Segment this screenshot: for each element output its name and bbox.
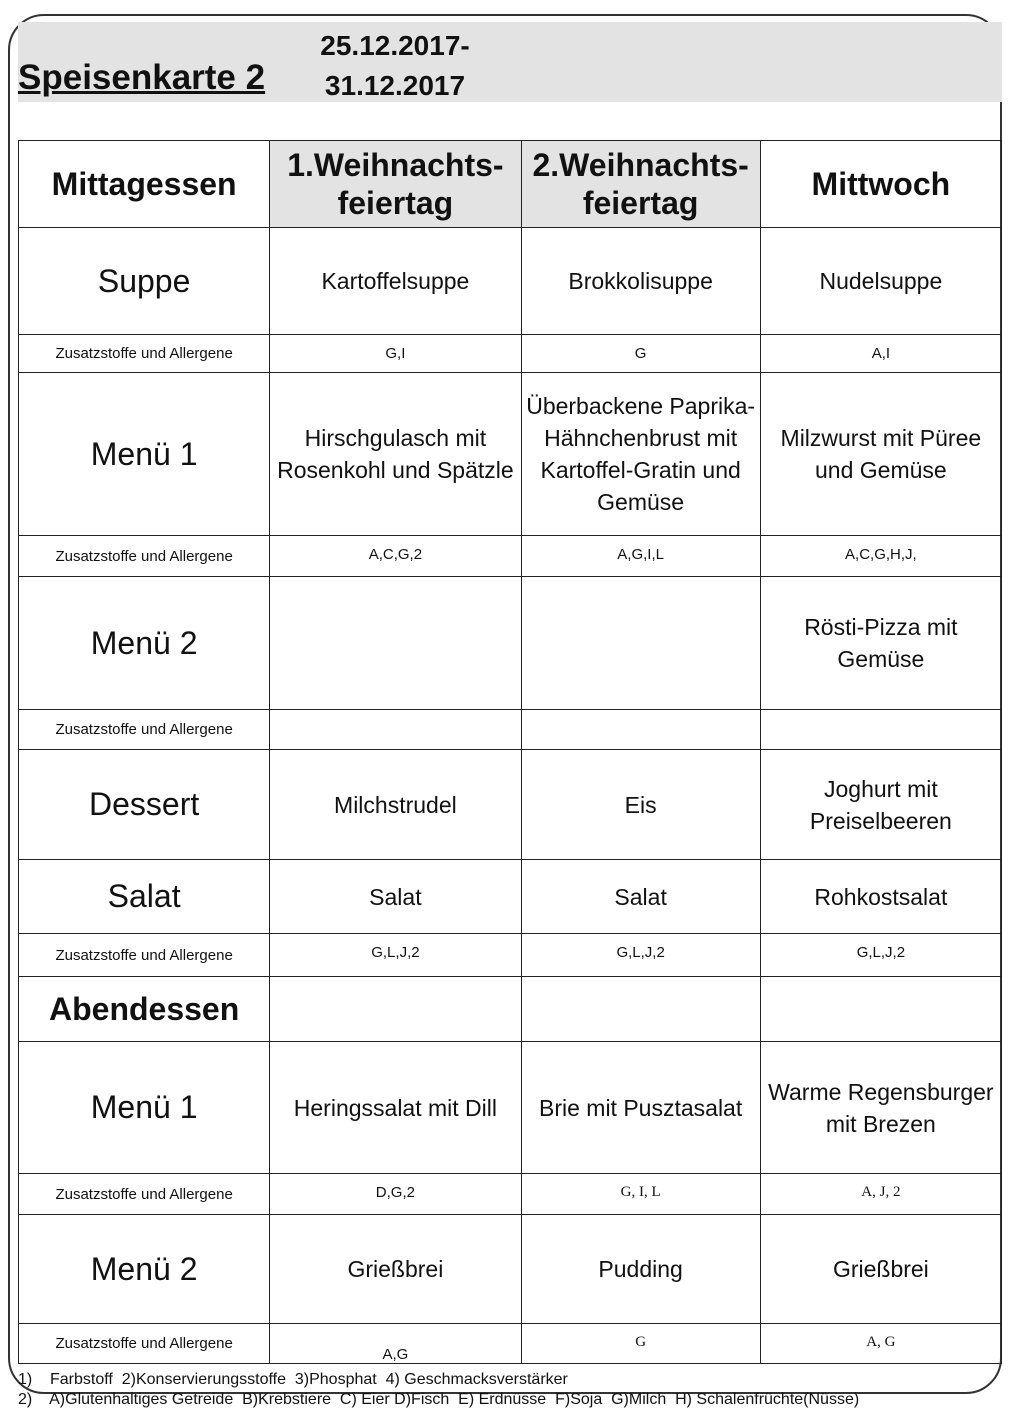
dish-cell: Nudelsuppe bbox=[760, 228, 1001, 335]
empty-cell bbox=[521, 977, 760, 1042]
row-label: Dessert bbox=[19, 750, 270, 860]
dish-cell bbox=[521, 577, 760, 710]
allergen-row bbox=[19, 710, 1002, 750]
dish-cell: Milzwurst mit Püree und Gemüse bbox=[760, 373, 1001, 536]
footer-allergens: 2) A)Glutenhaltiges Getreide B)Krebstiere C) Eier D)Fisch E) Erdnüsse F)Soja G)Milch H) Schalenfrüchte(Nüsse) bbox=[18, 1391, 860, 1408]
dish-cell: Rösti-Pizza mit Gemüse bbox=[760, 577, 1001, 710]
dish-cell: Salat bbox=[270, 860, 521, 934]
allergen-code: A,G,I,L bbox=[521, 536, 760, 577]
dish-cell: Hirschgulasch mit Rosenkohl und Spätzle bbox=[270, 373, 521, 536]
footer-legend bbox=[18, 1370, 859, 1410]
header-row bbox=[19, 141, 1002, 228]
column-day3: Mittwoch bbox=[760, 141, 1001, 228]
dish-cell: Joghurt mit Preiselbeeren bbox=[760, 750, 1001, 860]
dish-cell: Salat bbox=[521, 860, 760, 934]
dish-cell: Brokkolisuppe bbox=[521, 228, 760, 335]
allergen-code: G,I bbox=[270, 335, 521, 373]
allergen-code: A, J, 2 bbox=[760, 1174, 1001, 1215]
allergen-code: G bbox=[521, 335, 760, 373]
allergen-code bbox=[521, 710, 760, 750]
dish-cell: Warme Regensburger mit Brezen bbox=[760, 1042, 1001, 1174]
row-label: Menü 1 bbox=[19, 373, 270, 536]
dish-cell: Brie mit Pusztasalat bbox=[521, 1042, 760, 1174]
allergen-label: Zusatzstoffe und Allergene bbox=[19, 536, 270, 577]
allergen-code: A, G bbox=[760, 1324, 1001, 1364]
allergen-label: Zusatzstoffe und Allergene bbox=[19, 934, 270, 977]
allergen-code: D,G,2 bbox=[270, 1174, 521, 1215]
table-row bbox=[19, 577, 1002, 710]
dish-cell: Kartoffelsuppe bbox=[270, 228, 521, 335]
allergen-code: A,C,G,2 bbox=[270, 536, 521, 577]
section-dinner-label: Abendessen bbox=[19, 977, 270, 1042]
table-row bbox=[19, 750, 1002, 860]
table-row bbox=[19, 1215, 1002, 1324]
allergen-code bbox=[760, 710, 1001, 750]
date-range bbox=[300, 26, 490, 106]
allergen-row bbox=[19, 335, 1002, 373]
allergen-code: G,L,J,2 bbox=[521, 934, 760, 977]
table-row bbox=[19, 860, 1002, 934]
dish-cell: Eis bbox=[521, 750, 760, 860]
allergen-label: Zusatzstoffe und Allergene bbox=[19, 710, 270, 750]
dish-cell: Grießbrei bbox=[760, 1215, 1001, 1324]
empty-cell bbox=[270, 977, 521, 1042]
table-row bbox=[19, 1042, 1002, 1174]
dish-cell: Milchstrudel bbox=[270, 750, 521, 860]
dish-cell bbox=[270, 577, 521, 710]
table-row bbox=[19, 373, 1002, 536]
menu-table bbox=[18, 140, 1002, 1364]
footer-additives: 1) Farbstoff 2)Konservierungsstoffe 3)Phosphat 4) Geschmacksverstärker bbox=[18, 1371, 568, 1388]
allergen-code bbox=[270, 710, 521, 750]
row-label: Suppe bbox=[19, 228, 270, 335]
allergen-code: A,G bbox=[270, 1324, 521, 1364]
allergen-label: Zusatzstoffe und Allergene bbox=[19, 1324, 270, 1364]
dish-cell: Pudding bbox=[521, 1215, 760, 1324]
allergen-code: A,I bbox=[760, 335, 1001, 373]
allergen-code: A,C,G,H,J, bbox=[760, 536, 1001, 577]
allergen-code: G,L,J,2 bbox=[760, 934, 1001, 977]
allergen-label: Zusatzstoffe und Allergene bbox=[19, 335, 270, 373]
allergen-label: Zusatzstoffe und Allergene bbox=[19, 1174, 270, 1215]
row-label: Menü 2 bbox=[19, 1215, 270, 1324]
dinner-header-row bbox=[19, 977, 1002, 1042]
table-row bbox=[19, 228, 1002, 335]
allergen-code: G bbox=[521, 1324, 760, 1364]
date-start: 25.12.2017- bbox=[320, 30, 470, 61]
row-label: Salat bbox=[19, 860, 270, 934]
column-day2: 2.Weihnachts- feiertag bbox=[521, 141, 760, 228]
column-day1: 1.Weihnachts- feiertag bbox=[270, 141, 521, 228]
empty-cell bbox=[760, 977, 1001, 1042]
allergen-code: G,L,J,2 bbox=[270, 934, 521, 977]
section-lunch-label: Mittagessen bbox=[19, 141, 270, 228]
row-label: Menü 1 bbox=[19, 1042, 270, 1174]
date-end: 31.12.2017 bbox=[324, 70, 466, 101]
allergen-row bbox=[19, 536, 1002, 577]
row-label: Menü 2 bbox=[19, 577, 270, 710]
dish-cell: Überbackene Paprika-Hähnchenbrust mit Kartoffel-Gratin und Gemüse bbox=[521, 373, 760, 536]
allergen-row bbox=[19, 1174, 1002, 1215]
allergen-code: G, I, L bbox=[521, 1174, 760, 1215]
allergen-row bbox=[19, 934, 1002, 977]
dish-cell: Heringssalat mit Dill bbox=[270, 1042, 521, 1174]
page-title: Speisenkarte 2 bbox=[18, 58, 266, 97]
allergen-row bbox=[19, 1324, 1002, 1364]
dish-cell: Rohkostsalat bbox=[760, 860, 1001, 934]
dish-cell: Grießbrei bbox=[270, 1215, 521, 1324]
